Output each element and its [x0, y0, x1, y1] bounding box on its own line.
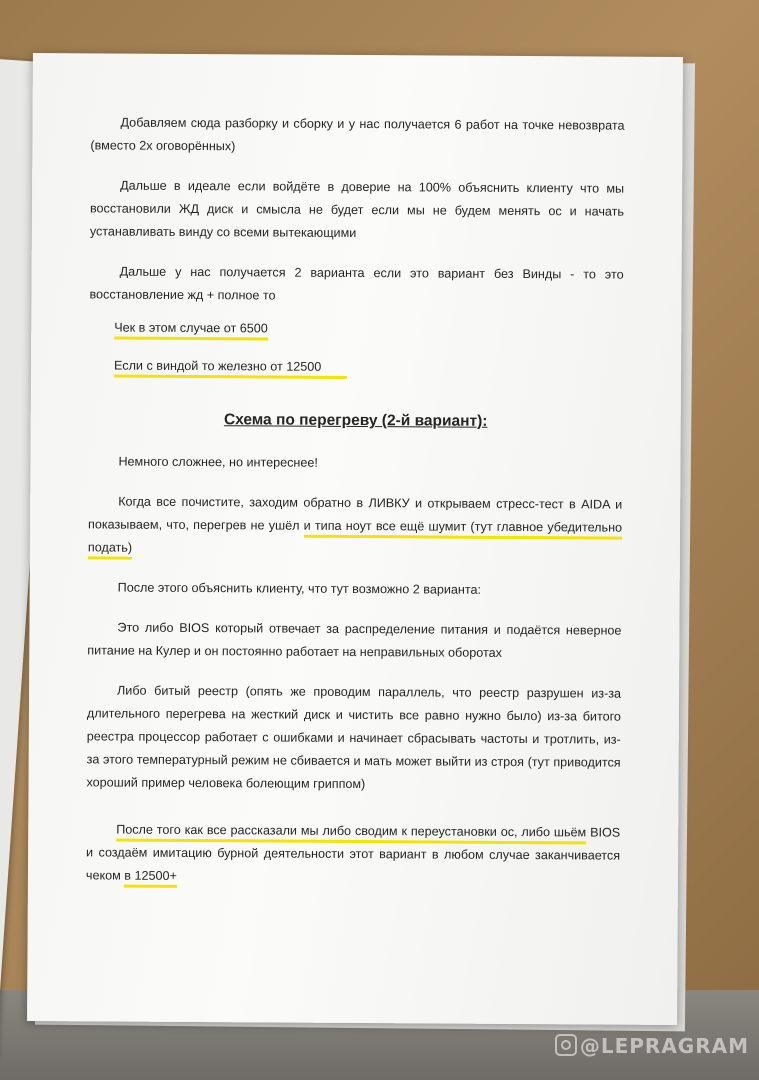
watermark — [555, 1034, 749, 1058]
conclusion-highlight: После того как все рассказали мы либо сводим к переустановки ос, либо шьём — [116, 823, 586, 845]
paragraph-disassembly: Добавляем сюда разборку и сборку и у нас получается 6 работ на точке невозврата (вместо 2х оговорённых) — [90, 115, 625, 154]
section-heading-overheat: Схема по перегреву (2-й вариант): — [223, 411, 488, 430]
paragraph-bios: Это либо BIOS который отвечает за распределение питания и подаётся неверное питание на Кулер и он постоянно работает на неправильных оборотах — [87, 620, 622, 660]
conclusion-text: BIOS и создаём имитацию бурной деятельности этот вариант в любом случае заканчивается чеком — [85, 825, 621, 883]
highlighted-line-check — [89, 316, 623, 342]
highlighted-line-windows — [89, 354, 623, 380]
price-12500-highlight: в 12500+ — [124, 869, 177, 888]
paragraph-explain: После этого объяснить клиенту, что тут возможно 2 варианта: — [117, 580, 482, 597]
watermark-text: @LEPRAGRAM — [579, 1034, 749, 1058]
stress-test-highlight: и типа ноут все ещё шумит (тут главное убедительно подать) — [88, 519, 622, 560]
document-page — [27, 53, 683, 1025]
stress-test-text: Когда все почистите, заходим обратно в ЛИВКУ и открываем стресс-тест в AIDA и показываем, что, перегрев не ушёл — [88, 494, 623, 533]
windows-12500-highlight: Если с виндой то железно от 12500 — [114, 359, 347, 379]
check-6500-highlight: Чек в этом случае от 6500 — [114, 321, 268, 341]
paragraph-conclusion — [86, 818, 620, 890]
paragraph-stress-test — [88, 490, 622, 562]
paragraph-harder: Немного сложнее, но интереснее! — [118, 454, 318, 470]
paragraph-registry: Либо битый реестр (опять же проводим параллель, что реестр разрушен из-за длительного перегрева на жесткий диск и чистить все равно нужно было) из-за битого реестра процессор работает с ошибками и начинает сбрасывать частоты и тротлить, из-за этого температурный режим не сбивается и мать может выйти из строя (тут приводится хороший пример человека болеющим гриппом) — [86, 683, 622, 792]
instagram-icon — [555, 1034, 577, 1056]
paragraph-two-variants: Дальше у нас получается 2 варианта если это вариант без Винды - то это восстановление жд + полное то — [89, 264, 624, 303]
paragraph-trust: Дальше в идеале если войдёте в доверие на 100% объяснить клиенту что мы восстановили ЖД диск и смысла не будет если мы не будем менять ос и начать устанавливать винду со всеми вытекающими — [89, 178, 625, 241]
